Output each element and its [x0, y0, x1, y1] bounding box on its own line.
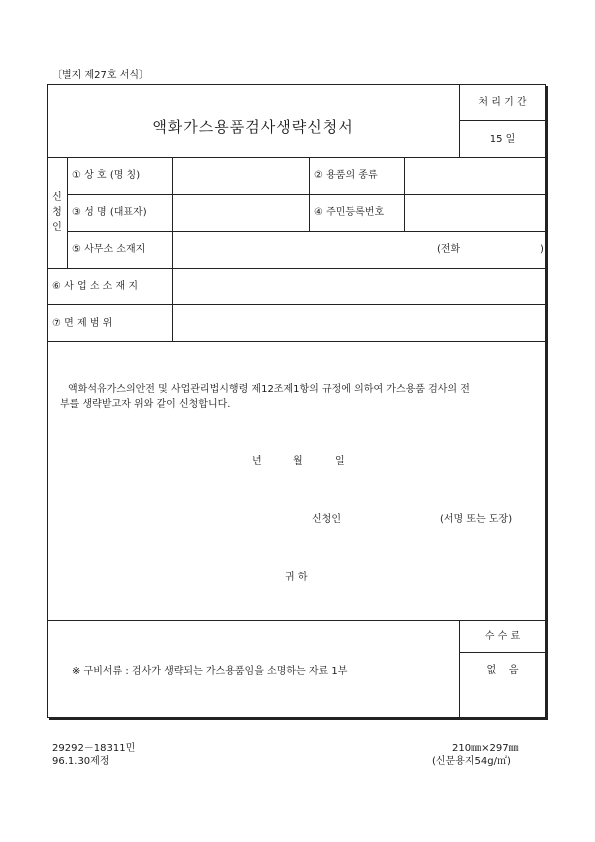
product-type-label: ② 용품의 종류	[314, 170, 378, 181]
form-code: 29292－18311민	[52, 743, 136, 754]
processing-divider	[459, 120, 546, 121]
phone-close-paren: )	[540, 244, 544, 255]
fee-label: 수 수 료	[484, 631, 521, 642]
name-field[interactable]	[174, 196, 307, 229]
resident-number-field[interactable]	[406, 196, 544, 229]
fee-row-line	[459, 652, 546, 653]
product-type-field[interactable]	[406, 159, 544, 192]
form-title: 액화가스용품검사생략신청서	[152, 118, 354, 136]
trade-name-field[interactable]	[174, 159, 307, 192]
phone-label: (전화	[437, 244, 461, 255]
row-line-5	[47, 341, 546, 342]
frame-shadow-bottom	[49, 718, 548, 720]
applicant-group-divider	[67, 157, 68, 268]
exemption-scope-field[interactable]	[174, 306, 544, 339]
paper-type: (신문용지54g/㎡)	[432, 756, 511, 767]
application-paragraph-line1: 액화석유가스의안전 및 사업관리법시행령 제12조제1항의 규정에 의하여 가스용품 검사의 전	[68, 384, 470, 395]
application-paragraph-line2: 부를 생략받고자 위와 같이 신청합니다.	[60, 399, 231, 410]
label-column-divider	[172, 157, 173, 341]
frame-shadow-right	[546, 86, 548, 720]
applicant-signature-label: 신청인	[312, 514, 341, 525]
exemption-scope-label: ⑦ 면 제 범 위	[52, 318, 113, 329]
applicant-group-label	[50, 190, 64, 235]
date-month-label: 월	[293, 456, 303, 467]
date-day-label: 일	[335, 456, 345, 467]
workplace-address-label: ⑥ 사 업 소 소 재 지	[52, 281, 138, 292]
date-year-label: 년	[252, 456, 262, 467]
processing-period-value: 15 일	[489, 134, 516, 145]
paper-size: 210㎜×297㎜	[452, 743, 519, 754]
processing-period-label: 처 리 기 간	[478, 97, 527, 108]
row-line-2	[67, 231, 546, 232]
resident-number-label: ④ 주민등록번호	[314, 207, 385, 218]
enactment-date: 96.1.30제정	[52, 756, 110, 767]
row-line-1	[67, 194, 546, 195]
signature-or-seal-label: (서명 또는 도장)	[440, 514, 513, 525]
office-address-field[interactable]	[174, 233, 544, 266]
applicant-char-2: 청	[52, 207, 62, 218]
office-address-label: ⑤ 사무소 소재지	[72, 244, 146, 255]
form-number-label: 〔별지 제27호 서식〕	[52, 70, 150, 81]
name-label: ③ 성 명 (대표자)	[72, 207, 147, 218]
workplace-address-field[interactable]	[174, 270, 544, 302]
applicant-char-3: 인	[52, 222, 62, 233]
row-line-3	[47, 268, 546, 269]
row-line-4	[47, 304, 546, 305]
addressee-label: 귀 하	[285, 572, 308, 583]
required-documents-note: ※ 구비서류 : 검사가 생략되는 가스용품임을 소명하는 자료 1부	[72, 666, 348, 677]
fee-value: 없 음	[486, 665, 519, 676]
applicant-char-1: 신	[52, 192, 62, 203]
attachments-top-line	[47, 620, 546, 621]
header-bottom-line	[47, 157, 546, 158]
trade-name-label: ① 상 호 (명 칭)	[72, 170, 141, 181]
